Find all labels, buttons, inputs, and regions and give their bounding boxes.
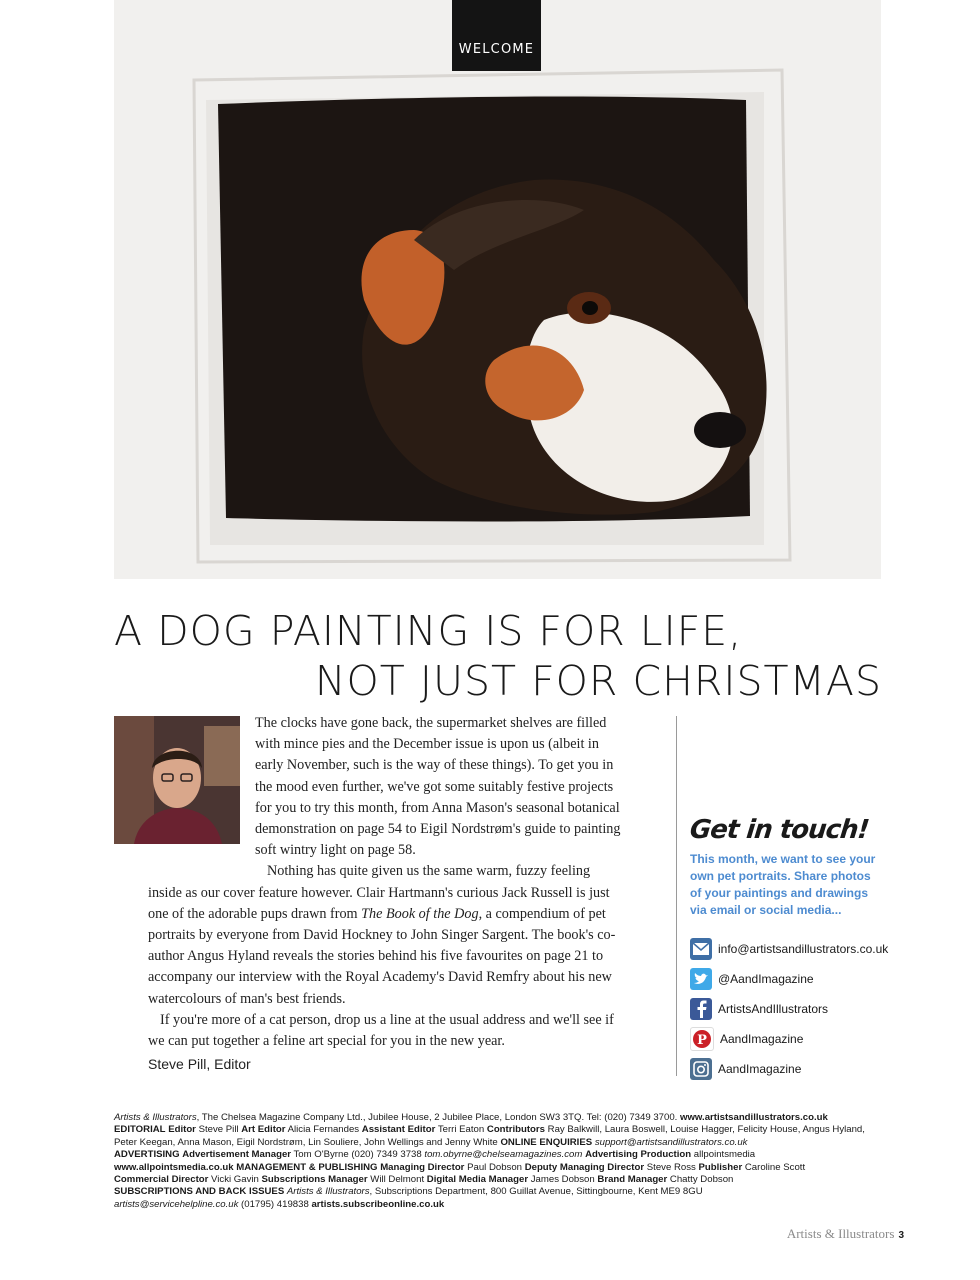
credits-advprod-role: Advertising Production [585, 1149, 692, 1161]
column-divider [676, 716, 677, 1076]
headline-line-1: A DOG PAINTING IS FOR LIFE, [114, 607, 743, 655]
credits-contrib-role: Contributors [486, 1124, 545, 1136]
contact-facebook[interactable] [690, 997, 890, 1021]
contact-title: Get in touch! [688, 815, 871, 845]
credits-subs-heading: SUBSCRIPTIONS AND BACK ISSUES [114, 1186, 285, 1198]
credits-publisher-role: Publisher [698, 1161, 743, 1173]
credits-bm-role: Brand Manager [597, 1174, 668, 1186]
credits-pub-url[interactable]: www.artistsandillustrators.co.uk [680, 1112, 828, 1123]
credits-advprod-name: allpointsmedia [691, 1149, 756, 1161]
contact-instagram-label[interactable]: AandImagazine [718, 1062, 802, 1076]
contact-email[interactable] [690, 937, 890, 961]
credits-subs-tel: (01795) 419838 [238, 1198, 312, 1210]
page-number: 3 [898, 1230, 904, 1241]
contact-intro: This month, we want to see your own pet portraits. Share photos of your paintings and drawings via email or social media... [690, 852, 876, 917]
credits-dmm-name: James Dobson [528, 1174, 598, 1186]
credits-editorial-heading: EDITORIAL [114, 1124, 166, 1136]
credits-contrib-names: Ray Balkwill, Laura Boswell, Louise Hagger, Felicity House, Angus Hyland, Peter Keegan, Anna Mason, Eigil Nordstrøm, Lin Souliere, John Wellings and Jenny White [114, 1124, 865, 1148]
credits-assist-role: Assistant Editor [361, 1124, 436, 1136]
editor-signoff: Steve Pill, Editor [148, 1056, 251, 1072]
credits-assist-name: Terri Eaton [435, 1124, 487, 1136]
paragraph-2-text-b: , a compendium of pet portraits by everyone from David Hockney to John Singer Sargent. The book's co-author Angus Hyland reveals the stories behind his five favourites on page 21 to accompany our interview with the Royal Academy's David Remfry about his new watercolours of man's best friends. [148, 905, 616, 1007]
contact-email-label[interactable]: info@artistsandillustrators.co.uk [718, 942, 889, 956]
credits-subs-address: , Subscriptions Department, 800 Guillat Avenue, Sittingbourne, Kent ME9 8GU [369, 1186, 703, 1198]
dog-painting-image [114, 0, 881, 579]
credits-md-name: Paul Dobson [464, 1161, 525, 1173]
credits-cd-role: Commercial Director [114, 1174, 209, 1186]
credits-pub-address: , The Chelsea Magazine Company Ltd., Jubilee House, 2 Jubilee Place, London SW3 3TQ. Tel: (020) 7349 3700. [196, 1112, 680, 1123]
editorial-body [148, 713, 624, 1052]
credits-dmd-name: Steve Ross [644, 1161, 699, 1173]
credits-online-email[interactable]: support@artistsandillustrators.co.uk [594, 1136, 748, 1148]
credits-subs-pub: Artists & Illustrators [286, 1186, 370, 1198]
contact-pinterest-label[interactable]: AandImagazine [720, 1032, 804, 1046]
credits-dmd-role: Deputy Managing Director [524, 1161, 645, 1173]
credits-editor-name: Steve Pill [195, 1124, 242, 1136]
paragraph-3: If you're more of a cat person, drop us a line at the usual address and we'll see if we can put together a feline art special for you in the new year. [148, 1011, 614, 1050]
paragraph-2-text-a: Nothing has quite given us the same warm, fuzzy feeling inside as our cover feature however. Clair Hartmann's curious Jack Russell is just one of the adorable pups drawn from [148, 863, 610, 922]
credits-art-name: Alicia Fernandes [285, 1124, 362, 1136]
credits-sm-role: Subscriptions Manager [261, 1174, 368, 1186]
credits-advman-email[interactable]: tom.obyrne@chelseamagazines.com [424, 1149, 583, 1161]
credits-online-heading: ONLINE ENQUIRIES [500, 1136, 593, 1148]
credits-pub-name: Artists & Illustrators [114, 1112, 197, 1123]
credits-md-role: Managing Director [380, 1161, 465, 1173]
masthead-credits [114, 1112, 874, 1211]
contact-twitter[interactable] [690, 967, 890, 991]
credits-bm-name: Chatty Dobson [667, 1174, 734, 1186]
pinterest-icon [690, 1027, 714, 1051]
credits-adv-heading: ADVERTISING [114, 1149, 180, 1161]
paragraph-2 [148, 861, 624, 1009]
credits-publisher-name: Caroline Scott [742, 1161, 806, 1173]
page-folio [787, 1226, 904, 1242]
hero-painting [114, 0, 881, 579]
page-headline [114, 606, 882, 706]
credits-mgmt-heading: MANAGEMENT & PUBLISHING [236, 1161, 378, 1173]
credits-advprod-url[interactable]: www.allpointsmedia.co.uk [114, 1161, 234, 1173]
credits-sm-name: Will Delmont [367, 1174, 427, 1186]
credits-subs-url[interactable]: artists.subscribeonline.co.uk [311, 1198, 445, 1210]
contact-facebook-label[interactable]: ArtistsAndIllustrators [718, 1002, 829, 1016]
folio-magazine: Artists & Illustrators [786, 1226, 895, 1241]
twitter-icon [690, 968, 712, 990]
instagram-icon [690, 1058, 712, 1080]
contact-pinterest[interactable] [690, 1027, 890, 1051]
section-tag: WELCOME [452, 0, 541, 71]
facebook-icon [690, 998, 712, 1020]
credits-editor-role: Editor [168, 1124, 196, 1136]
headline-line-2: NOT JUST FOR CHRISTMAS [314, 657, 882, 705]
credits-dmm-role: Digital Media Manager [426, 1174, 529, 1186]
contact-instagram[interactable] [690, 1057, 890, 1081]
email-icon [690, 938, 712, 960]
credits-advman-role: Advertisement Manager [182, 1149, 292, 1161]
credits-art-role: Art Editor [241, 1124, 286, 1136]
svg-text:P: P [697, 1033, 707, 1048]
contact-twitter-label[interactable]: @AandImagazine [718, 972, 814, 986]
get-in-touch-panel [690, 815, 890, 1081]
credits-subs-email[interactable]: artists@servicehelpline.co.uk [114, 1198, 239, 1210]
book-title: The Book of the Dog [361, 905, 479, 922]
credits-cd-name: Vicki Gavin [208, 1174, 262, 1186]
paragraph-1: The clocks have gone back, the supermarket shelves are filled with mince pies and the December issue is upon us (albeit in early November, such is the way of these things). To get you in the mood even further, we've got some suitably festive projects for you to try this month, from Anna Mason's seasonal botanical demonstration on page 54 to Eigil Nordstrøm's guide to painting soft wintry light on page 58. [255, 715, 621, 859]
credits-advman-name: Tom O'Byrne (020) 7349 3738 [291, 1149, 425, 1161]
